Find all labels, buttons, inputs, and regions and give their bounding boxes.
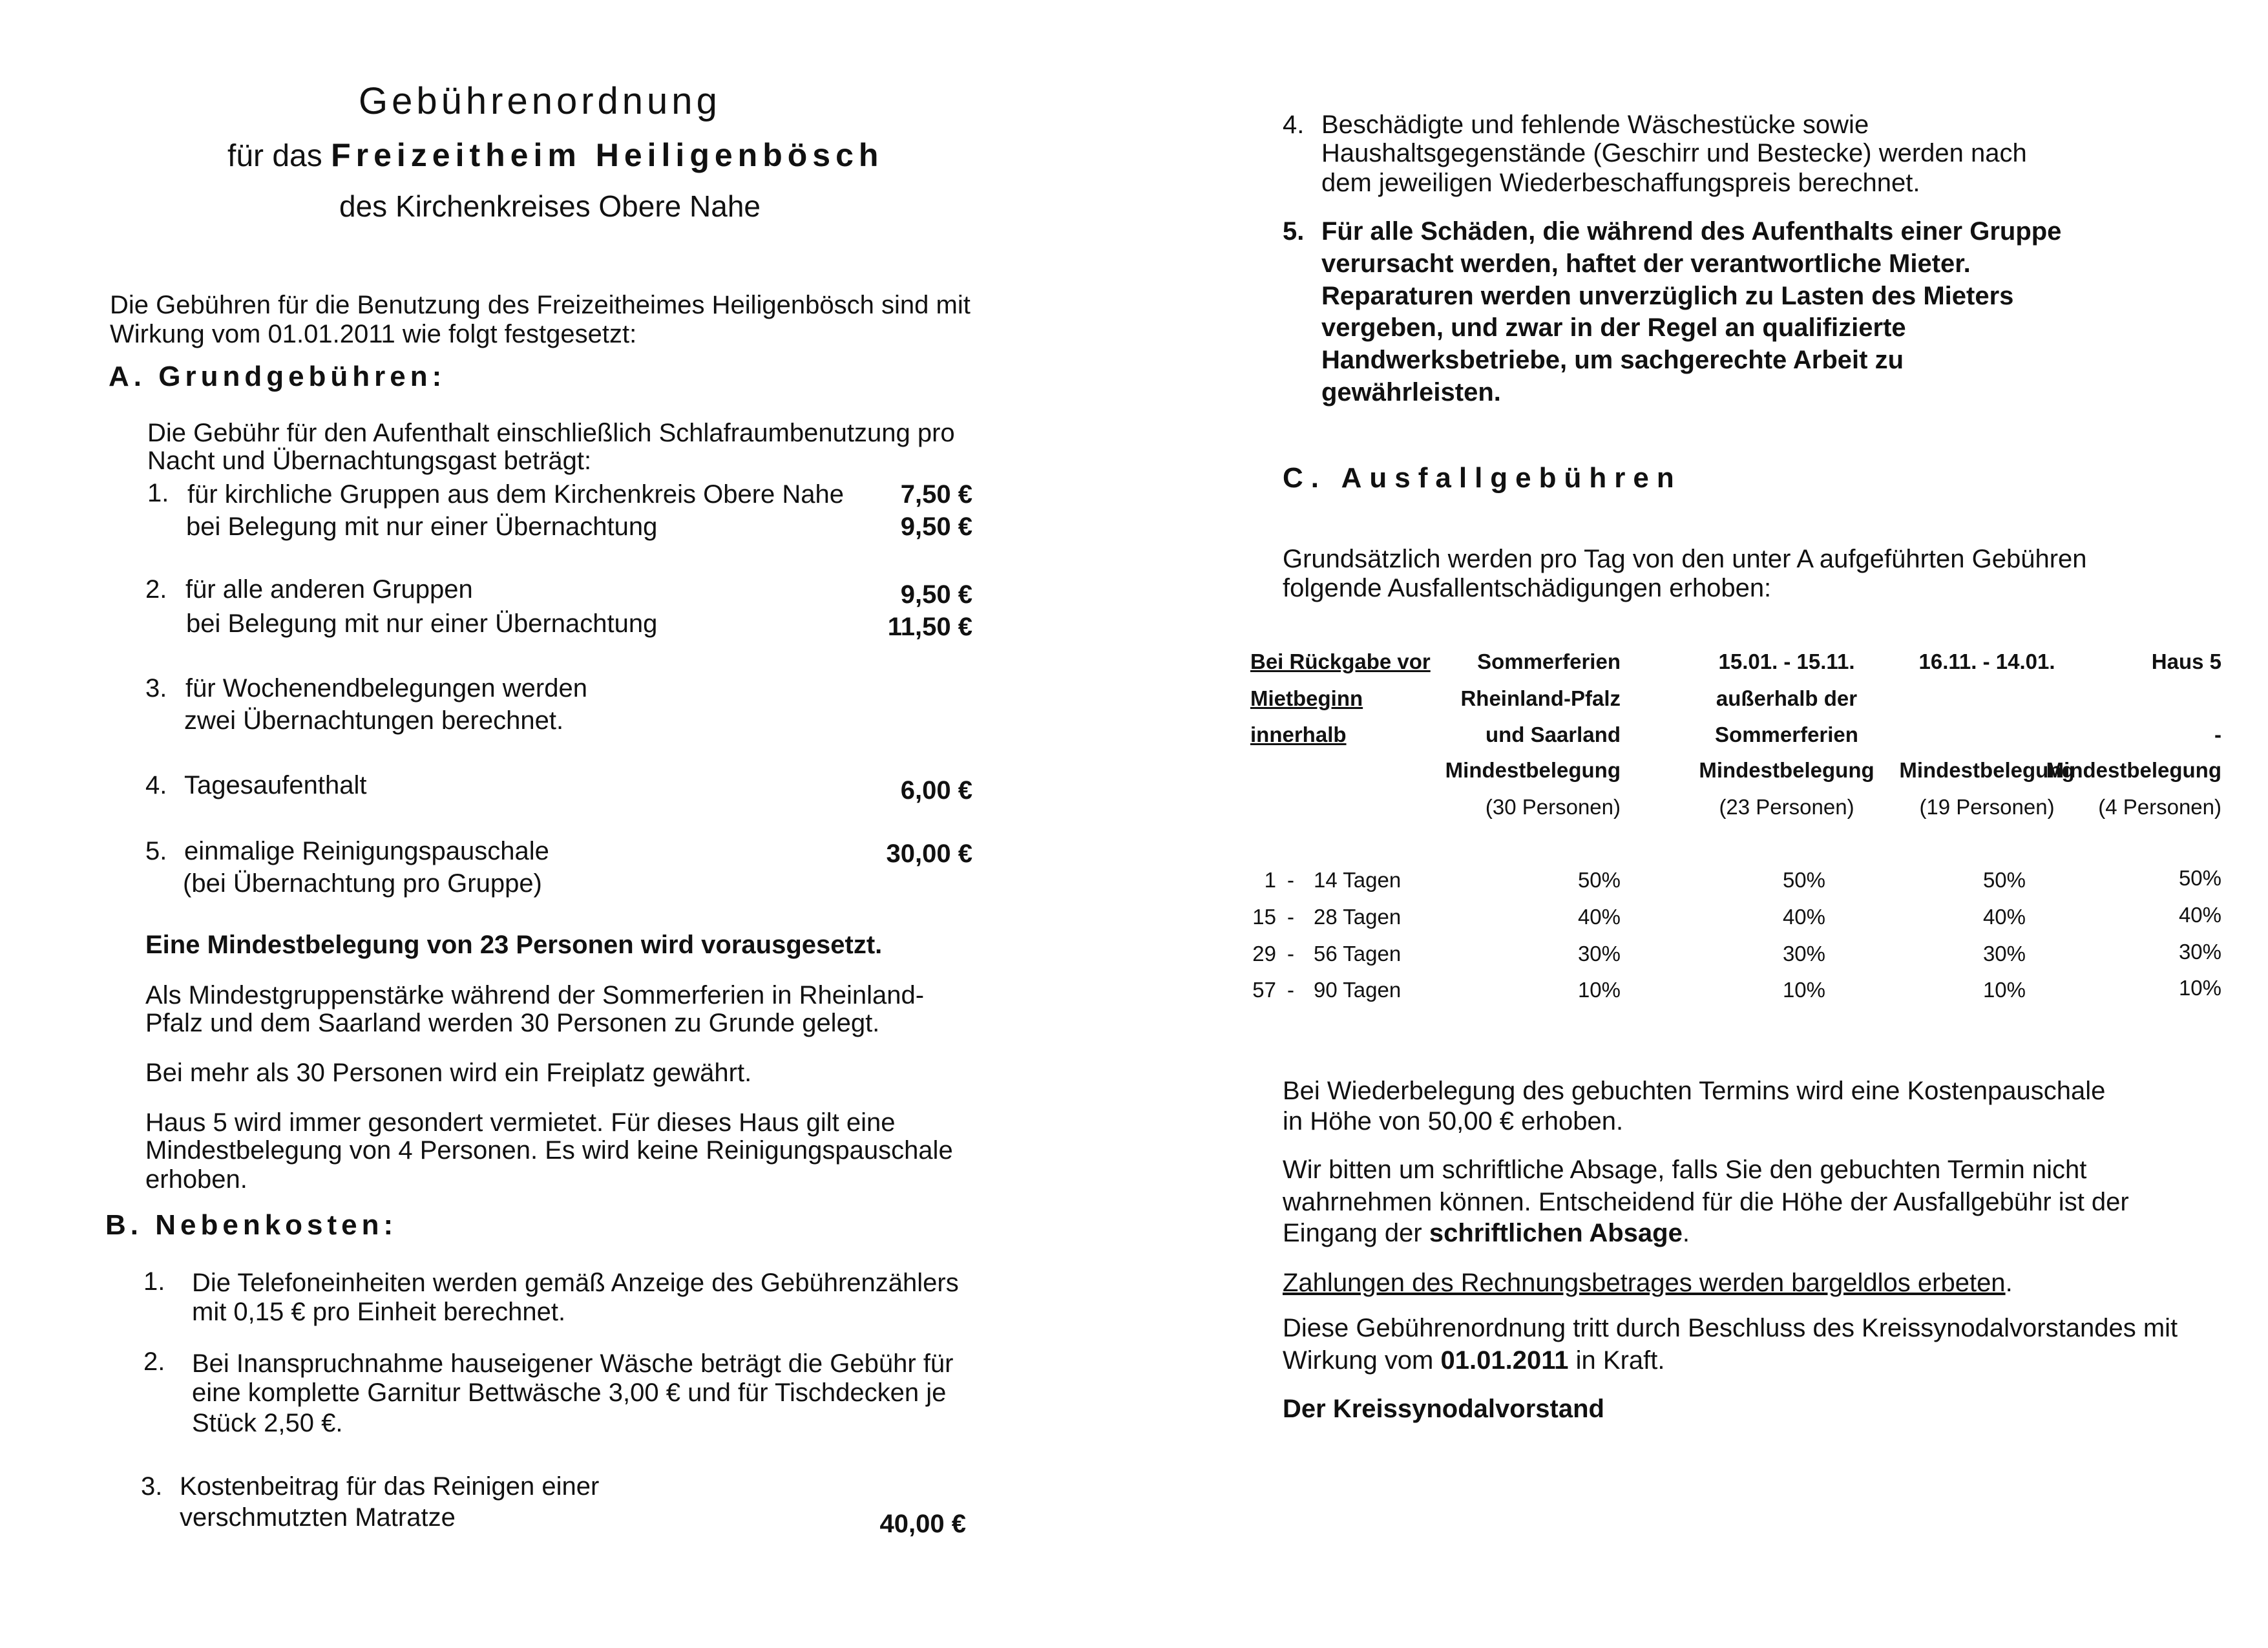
- table-col4-h1: Haus 5: [2151, 650, 2221, 673]
- b-item-3-amount: 40,00 €: [879, 1510, 966, 1538]
- row4-val3: 10%: [1982, 978, 2026, 1002]
- a-item-1-num: 1.: [147, 479, 169, 507]
- b-item-5-line3: Reparaturen werden unverzüglich zu Lasten des Mieters: [1321, 282, 2014, 310]
- min-occupancy-note: Eine Mindestbelegung von 23 Personen wird vorausgesetzt.: [145, 931, 883, 959]
- a-item-3-line1: für Wochenendbelegungen werden: [185, 674, 587, 703]
- document-subtitle-line3: des Kirchenkreises Obere Nahe: [339, 189, 761, 223]
- row3-val4: 30%: [2178, 940, 2221, 964]
- b-item-1-num: 1.: [143, 1267, 165, 1296]
- a-item-5-amount: 30,00 €: [886, 840, 972, 868]
- row2-val4: 40%: [2178, 903, 2221, 927]
- b-item-5-line5: Handwerksbetriebe, um sachgerechte Arbeit zu: [1321, 346, 1904, 374]
- section-c-heading: C. Ausfallgebühren: [1283, 462, 1682, 494]
- payment-note: [1283, 1267, 2013, 1299]
- b-item-2-line1: Bei Inanspruchnahme hauseigener Wäsche beträgt die Gebühr für: [192, 1349, 954, 1378]
- cancel-line-3-a: Eingang der: [1283, 1219, 1422, 1247]
- row3-val3: 30%: [1982, 942, 2026, 966]
- row1-to: 14 Tagen: [1314, 868, 1402, 892]
- b-item-3-num: 3.: [141, 1472, 163, 1501]
- payment-dot: .: [2005, 1269, 2013, 1297]
- a-item-5-num: 5.: [145, 837, 167, 865]
- c-intro-line-2: folgende Ausfallentschädigungen erhoben:: [1283, 574, 1772, 602]
- row1-val1: 50%: [1577, 868, 1621, 892]
- table-col4-h3: -: [2214, 723, 2221, 746]
- intro-line-1: Die Gebühren für die Benutzung des Freizeitheimes Heiligenbösch sind mit: [110, 291, 971, 319]
- effective-line-2-c: in Kraft.: [1575, 1346, 1665, 1375]
- b-item-4-num: 4.: [1283, 111, 1305, 139]
- cancel-line-3-c: .: [1682, 1219, 1690, 1247]
- b-item-5-line4: vergeben, und zwar in der Regel an qualifizierte: [1321, 313, 1906, 342]
- b-item-5-line1: Für alle Schäden, die während des Aufenthalts einer Gruppe: [1321, 217, 2062, 246]
- cancel-line-1: Wir bitten um schriftliche Absage, falls Sie den gebuchten Termin nicht: [1283, 1156, 2087, 1184]
- cancel-line-3-b: schriftlichen Absage: [1429, 1219, 1683, 1247]
- row4-val2: 10%: [1782, 978, 1825, 1002]
- row3-val2: 30%: [1782, 942, 1825, 966]
- row1-val4: 50%: [2178, 866, 2221, 890]
- table-col3-h5: (19 Personen): [1919, 795, 2055, 819]
- payment-text: Zahlungen des Rechnungsbetrages werden bargeldlos erbeten: [1283, 1269, 2006, 1297]
- document-subtitle: [227, 136, 883, 176]
- haus5-line-2: Mindestbelegung von 4 Personen. Es wird keine Reinigungspauschale: [145, 1136, 953, 1165]
- table-col3-h4: Mindestbelegung: [1899, 758, 2075, 782]
- signature: Der Kreissynodalvorstand: [1283, 1395, 1604, 1423]
- b-item-2-line2: eine komplette Garnitur Bettwäsche 3,00 € und für Tischdecken je: [192, 1379, 947, 1407]
- table-header-first-3: innerhalb: [1250, 723, 1347, 746]
- table-col2-h1: 15.01. - 15.11.: [1718, 650, 1855, 673]
- row4-dash: -: [1287, 978, 1294, 1002]
- b-item-5-line2: verursacht werden, haftet der verantwortliche Mieter.: [1321, 249, 1971, 278]
- table-col1-h2: Rheinland-Pfalz: [1460, 686, 1621, 710]
- b-item-4-line3: dem jeweiligen Wiederbeschaffungspreis berechnet.: [1321, 169, 1920, 197]
- row4-val4: 10%: [2178, 976, 2221, 1000]
- row4-to: 90 Tagen: [1314, 978, 1402, 1002]
- table-col1-h4: Mindestbelegung: [1445, 758, 1621, 782]
- document-title: Gebührenordnung: [359, 80, 721, 122]
- row4-val1: 10%: [1577, 978, 1621, 1002]
- b-item-2-line3: Stück 2,50 €.: [192, 1409, 343, 1437]
- a-item-1-amount: 7,50 €: [900, 480, 972, 509]
- b-item-4-line1: Beschädigte und fehlende Wäschestücke sowie: [1321, 111, 1869, 139]
- effective-date: 01.01.2011: [1440, 1346, 1569, 1375]
- row2-dash: -: [1287, 905, 1294, 929]
- a-item-4-amount: 6,00 €: [900, 776, 972, 805]
- row2-val1: 40%: [1577, 905, 1621, 929]
- a-item-1-line1: für kirchliche Gruppen aus dem Kirchenkreis Obere Nahe: [187, 480, 845, 509]
- a-item-4-line1: Tagesaufenthalt: [184, 771, 367, 799]
- table-col4-h5: (4 Personen): [2098, 795, 2221, 819]
- row4-from: 57: [1252, 978, 1276, 1002]
- a-intro-line-2: Nacht und Übernachtungsgast beträgt:: [147, 447, 592, 475]
- row2-from: 15: [1252, 905, 1276, 929]
- row2-to: 28 Tagen: [1314, 905, 1402, 929]
- a-item-3-line2: zwei Übernachtungen berechnet.: [184, 706, 564, 735]
- table-col4-h4: Mindestbelegung: [2046, 758, 2221, 782]
- b-item-5-num: 5.: [1283, 217, 1305, 246]
- row3-from: 29: [1252, 942, 1276, 966]
- table-col2-h2: außerhalb der: [1716, 686, 1858, 710]
- haus5-line-3: erhoben.: [145, 1165, 247, 1194]
- c-intro-line-1: Grundsätzlich werden pro Tag von den unter A aufgeführten Gebühren: [1283, 545, 2087, 573]
- a-item-2-line2: bei Belegung mit nur einer Übernachtung: [186, 609, 658, 638]
- table-header-first-2: Mietbeginn: [1250, 686, 1363, 710]
- row3-val1: 30%: [1577, 942, 1621, 966]
- table-col2-h4: Mindestbelegung: [1699, 758, 1874, 782]
- a-item-1-amount2: 9,50 €: [900, 512, 972, 541]
- row2-val2: 40%: [1782, 905, 1825, 929]
- b-item-5-line6: gewährleisten.: [1321, 378, 1501, 407]
- effective-line-2-a: Wirkung vom: [1283, 1346, 1434, 1375]
- b-item-3-line2: verschmutzten Matratze: [180, 1503, 456, 1532]
- table-header-first-1: Bei Rückgabe vor: [1250, 650, 1431, 673]
- row1-val3: 50%: [1982, 868, 2026, 892]
- row3-dash: -: [1287, 942, 1294, 966]
- row1-dash: -: [1287, 868, 1294, 892]
- b-item-1-line1: Die Telefoneinheiten werden gemäß Anzeige des Gebührenzählers: [192, 1269, 959, 1297]
- a-item-3-num: 3.: [145, 674, 167, 703]
- row3-to: 56 Tagen: [1314, 942, 1402, 966]
- subtitle-name: Freizeitheim Heiligenbösch: [331, 137, 884, 173]
- a-item-2-line1: für alle anderen Gruppen: [185, 575, 473, 604]
- a-item-1-line2: bei Belegung mit nur einer Übernachtung: [186, 512, 658, 541]
- b-item-2-num: 2.: [143, 1347, 165, 1376]
- section-a-heading: A. Grundgebühren:: [109, 361, 446, 392]
- section-b-heading: B. Nebenkosten:: [105, 1209, 398, 1241]
- a-item-4-num: 4.: [145, 771, 167, 799]
- table-col3-h1: 16.11. - 14.01.: [1918, 650, 2055, 673]
- summer-line-2: Pfalz und dem Saarland werden 30 Personen zu Grunde gelegt.: [145, 1009, 880, 1037]
- effective-line-2: [1283, 1344, 1664, 1377]
- row1-val2: 50%: [1782, 868, 1825, 892]
- cancel-line-3: [1283, 1217, 1690, 1249]
- row1-from: 1: [1264, 868, 1276, 892]
- a-item-5-line2: (bei Übernachtung pro Gruppe): [183, 869, 542, 898]
- b-item-4-line2: Haushaltsgegenstände (Geschirr und Bestecke) werden nach: [1321, 139, 2027, 167]
- row2-val3: 40%: [1982, 905, 2026, 929]
- table-col1-h3: und Saarland: [1485, 723, 1621, 746]
- table-col2-h5: (23 Personen): [1719, 795, 1854, 819]
- table-col2-h3: Sommerferien: [1715, 723, 1858, 746]
- freeplace-note: Bei mehr als 30 Personen wird ein Freiplatz gewährt.: [145, 1059, 752, 1087]
- summer-line-1: Als Mindestgruppenstärke während der Sommerferien in Rheinland-: [145, 981, 925, 1009]
- subtitle-prefix: für das: [227, 139, 322, 173]
- cancel-line-2: wahrnehmen können. Entscheidend für die Höhe der Ausfallgebühr ist der: [1283, 1188, 2129, 1216]
- a-item-2-amount2: 11,50 €: [887, 613, 972, 641]
- table-col1-h1: Sommerferien: [1477, 650, 1621, 673]
- rebook-line-1: Bei Wiederbelegung des gebuchten Termins wird eine Kostenpauschale: [1283, 1077, 2106, 1105]
- haus5-line-1: Haus 5 wird immer gesondert vermietet. Für dieses Haus gilt eine: [145, 1108, 896, 1137]
- b-item-1-line2: mit 0,15 € pro Einheit berechnet.: [192, 1298, 566, 1326]
- intro-line-2: Wirkung vom 01.01.2011 wie folgt festgesetzt:: [110, 320, 637, 348]
- rebook-line-2: in Höhe von 50,00 € erhoben.: [1283, 1107, 1624, 1136]
- a-intro-line-1: Die Gebühr für den Aufenthalt einschließlich Schlafraumbenutzung pro: [147, 419, 955, 447]
- a-item-5-line1: einmalige Reinigungspauschale: [184, 837, 549, 865]
- table-col1-h5: (30 Personen): [1485, 795, 1621, 819]
- a-item-2-amount: 9,50 €: [900, 580, 972, 609]
- effective-line-1: Diese Gebührenordnung tritt durch Beschluss des Kreissynodalvorstandes mit: [1283, 1314, 2178, 1342]
- right-page: [1134, 0, 2268, 1648]
- b-item-3-line1: Kostenbeitrag für das Reinigen einer: [180, 1472, 600, 1501]
- a-item-2-num: 2.: [145, 575, 167, 604]
